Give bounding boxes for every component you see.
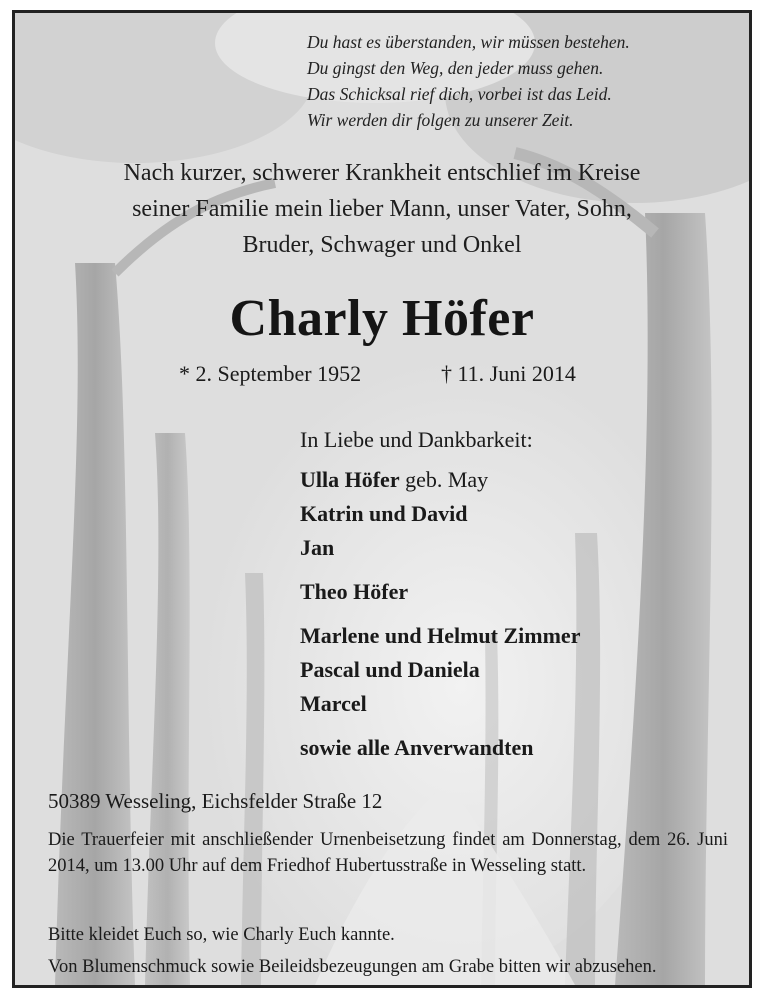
address: 50389 Wesseling, Eichsfelder Straße 12 [48,789,383,813]
flowers-note: Von Blumenschmuck sowie Beileidsbezeugungen am Grabe bitten wir abzusehen. [48,957,657,977]
mourner-line: sowie alle Anverwandten [300,735,534,760]
intro-line: Nach kurzer, schwerer Krankheit entschlief im Kreise [123,160,641,186]
mourner-line: Marlene und Helmut Zimmer [300,623,581,648]
mourner-line: Katrin und David [300,501,468,526]
death-date: † 11. Juni 2014 [441,361,576,386]
intro-line: Bruder, Schwager und Onkel [242,232,522,258]
mourner-name: Ulla Höfer [300,467,400,492]
intro-text [15,155,749,263]
mourner-line: Jan [300,535,335,560]
poem-line: Das Schicksal rief dich, vorbei ist das Leid. [307,84,612,104]
mourners-heading: In Liebe und Dankbarkeit: [300,427,533,452]
mourner-line: Theo Höfer [300,579,409,604]
mourner-line [300,463,580,497]
poem [307,29,630,133]
dress-note: Bitte kleidet Euch so, wie Charly Euch kannte. [48,925,395,945]
mourner-line: Pascal und Daniela [300,657,480,682]
mourners-list [300,423,580,765]
poem-line: Du gingst den Weg, den jeder muss gehen. [307,58,604,78]
mourner-suffix: geb. May [399,467,489,492]
poem-line: Wir werden dir folgen zu unserer Zeit. [307,110,574,130]
poem-line: Du hast es überstanden, wir müssen bestehen. [307,32,630,52]
intro-line: seiner Familie mein lieber Mann, unser Vater, Sohn, [132,196,632,222]
obituary-frame [12,10,752,988]
ceremony-note: Die Trauerfeier mit anschließender Urnenbeisetzung findet am Donnerstag, dem 26. Juni 2014, um 13.00 Uhr auf dem Friedhof Hubertusstraße in Wesseling statt. [48,830,728,876]
deceased-name: Charly Höfer [229,290,535,347]
mourner-line: Marcel [300,691,367,716]
birth-date: * 2. September 1952 [179,361,362,386]
